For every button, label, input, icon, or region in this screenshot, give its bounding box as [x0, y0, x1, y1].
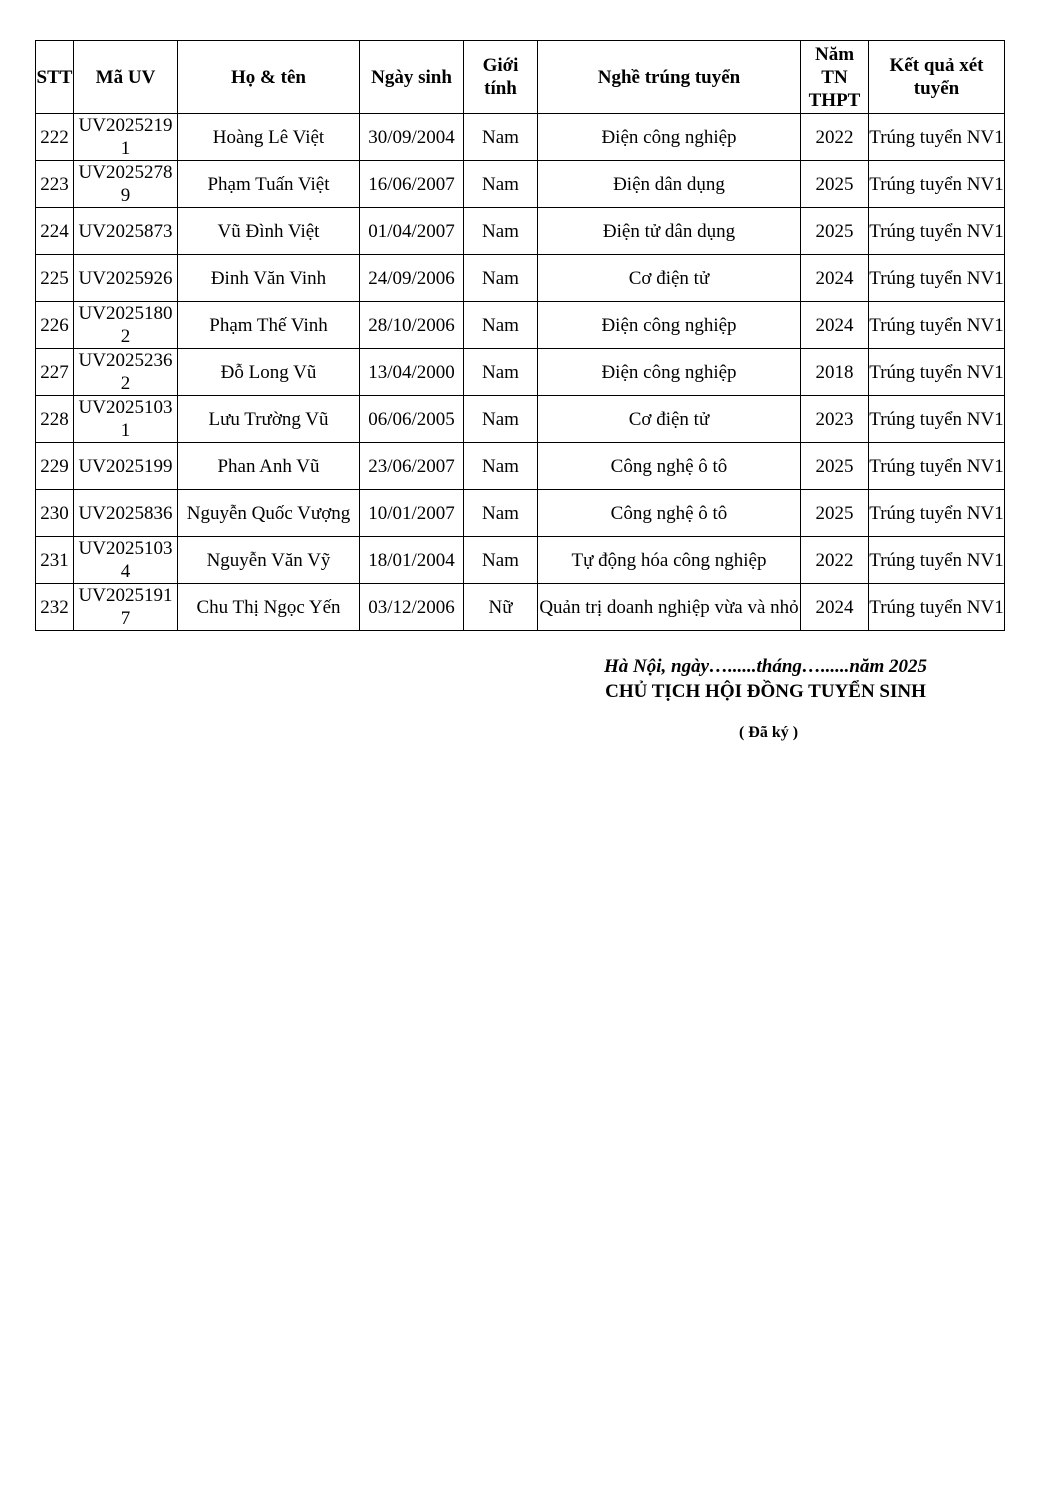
cell-major: Công nghệ ô tô: [538, 443, 801, 490]
cell-year: 2025: [801, 490, 869, 537]
header-year: Năm TN THPT: [801, 41, 869, 114]
cell-result: Trúng tuyển NV1: [869, 443, 1005, 490]
cell-dob: 01/04/2007: [360, 208, 464, 255]
cell-major: Điện dân dụng: [538, 161, 801, 208]
cell-code: UV20251802: [74, 302, 178, 349]
table-row: [36, 349, 1005, 396]
cell-year: 2023: [801, 396, 869, 443]
signed-note: ( Đã ký ): [738, 724, 799, 741]
cell-code: UV2025836: [74, 490, 178, 537]
header-result: Kết quả xét tuyển: [869, 41, 1005, 114]
cell-dob: 23/06/2007: [360, 443, 464, 490]
cell-dob: 13/04/2000: [360, 349, 464, 396]
cell-stt: 225: [36, 255, 74, 302]
cell-name: Đỗ Long Vũ: [178, 349, 360, 396]
table-row: [36, 396, 1005, 443]
header-dob: Ngày sinh: [360, 41, 464, 114]
cell-stt: 230: [36, 490, 74, 537]
cell-result: Trúng tuyển NV1: [869, 208, 1005, 255]
cell-major: Điện công nghiệp: [538, 349, 801, 396]
cell-gender: Nam: [464, 161, 538, 208]
cell-name: Đinh Văn Vinh: [178, 255, 360, 302]
cell-code: UV2025873: [74, 208, 178, 255]
cell-year: 2022: [801, 537, 869, 584]
cell-gender: Nam: [464, 490, 538, 537]
cell-major: Quản trị doanh nghiệp vừa và nhỏ: [538, 584, 801, 631]
cell-gender: Nam: [464, 396, 538, 443]
cell-year: 2024: [801, 255, 869, 302]
cell-stt: 227: [36, 349, 74, 396]
cell-gender: Nam: [464, 208, 538, 255]
cell-code: UV2025926: [74, 255, 178, 302]
cell-name: Nguyễn Quốc Vượng: [178, 490, 360, 537]
cell-gender: Nam: [464, 537, 538, 584]
cell-dob: 06/06/2005: [360, 396, 464, 443]
cell-name: Vũ Đình Việt: [178, 208, 360, 255]
cell-gender: Nam: [464, 443, 538, 490]
cell-stt: 228: [36, 396, 74, 443]
table-header-row: [36, 41, 1005, 114]
cell-dob: 30/09/2004: [360, 114, 464, 161]
cell-dob: 18/01/2004: [360, 537, 464, 584]
cell-name: Phạm Tuấn Việt: [178, 161, 360, 208]
cell-dob: 28/10/2006: [360, 302, 464, 349]
cell-name: Phạm Thế Vinh: [178, 302, 360, 349]
cell-year: 2022: [801, 114, 869, 161]
cell-result: Trúng tuyển NV1: [869, 490, 1005, 537]
cell-stt: 226: [36, 302, 74, 349]
cell-result: Trúng tuyển NV1: [869, 114, 1005, 161]
cell-code: UV20251034: [74, 537, 178, 584]
cell-result: Trúng tuyển NV1: [869, 537, 1005, 584]
cell-result: Trúng tuyển NV1: [869, 302, 1005, 349]
chair-title: CHỦ TỊCH HỘI ĐỒNG TUYỂN SINH: [605, 681, 926, 702]
header-stt: STT: [36, 41, 74, 114]
table-row: [36, 161, 1005, 208]
cell-result: Trúng tuyển NV1: [869, 161, 1005, 208]
table-row: [36, 490, 1005, 537]
cell-dob: 10/01/2007: [360, 490, 464, 537]
admission-results-table: [35, 40, 1005, 631]
cell-major: Điện công nghiệp: [538, 114, 801, 161]
cell-major: Cơ điện tử: [538, 396, 801, 443]
cell-gender: Nam: [464, 255, 538, 302]
cell-result: Trúng tuyển NV1: [869, 396, 1005, 443]
cell-stt: 223: [36, 161, 74, 208]
cell-year: 2025: [801, 443, 869, 490]
cell-code: UV20252789: [74, 161, 178, 208]
cell-major: Cơ điện tử: [538, 255, 801, 302]
cell-major: Điện tử dân dụng: [538, 208, 801, 255]
header-name: Họ & tên: [178, 41, 360, 114]
cell-gender: Nam: [464, 302, 538, 349]
cell-stt: 229: [36, 443, 74, 490]
table-body: [36, 114, 1005, 631]
cell-year: 2024: [801, 302, 869, 349]
table-row: [36, 584, 1005, 631]
table-row: [36, 255, 1005, 302]
cell-stt: 232: [36, 584, 74, 631]
cell-name: Hoàng Lê Việt: [178, 114, 360, 161]
table-row: [36, 443, 1005, 490]
signing-date-line: Hà Nội, ngày…......tháng…......năm 2025: [603, 656, 928, 677]
cell-code: UV20252191: [74, 114, 178, 161]
cell-result: Trúng tuyển NV1: [869, 584, 1005, 631]
header-code: Mã UV: [74, 41, 178, 114]
cell-major: Điện công nghiệp: [538, 302, 801, 349]
table-row: [36, 302, 1005, 349]
header-gender: Giới tính: [464, 41, 538, 114]
cell-gender: Nam: [464, 114, 538, 161]
table-row: [36, 208, 1005, 255]
cell-year: 2024: [801, 584, 869, 631]
cell-dob: 24/09/2006: [360, 255, 464, 302]
cell-stt: 222: [36, 114, 74, 161]
cell-result: Trúng tuyển NV1: [869, 349, 1005, 396]
cell-year: 2018: [801, 349, 869, 396]
cell-result: Trúng tuyển NV1: [869, 255, 1005, 302]
cell-dob: 16/06/2007: [360, 161, 464, 208]
table-row: [36, 537, 1005, 584]
cell-year: 2025: [801, 161, 869, 208]
cell-code: UV20252362: [74, 349, 178, 396]
cell-gender: Nữ: [464, 584, 538, 631]
header-major: Nghề trúng tuyển: [538, 41, 801, 114]
cell-code: UV20251917: [74, 584, 178, 631]
cell-dob: 03/12/2006: [360, 584, 464, 631]
cell-stt: 224: [36, 208, 74, 255]
cell-code: UV2025199: [74, 443, 178, 490]
cell-name: Phan Anh Vũ: [178, 443, 360, 490]
cell-major: Công nghệ ô tô: [538, 490, 801, 537]
cell-name: Chu Thị Ngọc Yến: [178, 584, 360, 631]
cell-gender: Nam: [464, 349, 538, 396]
cell-year: 2025: [801, 208, 869, 255]
cell-major: Tự động hóa công nghiệp: [538, 537, 801, 584]
cell-name: Nguyễn Văn Vỹ: [178, 537, 360, 584]
table-row: [36, 114, 1005, 161]
cell-stt: 231: [36, 537, 74, 584]
cell-name: Lưu Trường Vũ: [178, 396, 360, 443]
cell-code: UV20251031: [74, 396, 178, 443]
